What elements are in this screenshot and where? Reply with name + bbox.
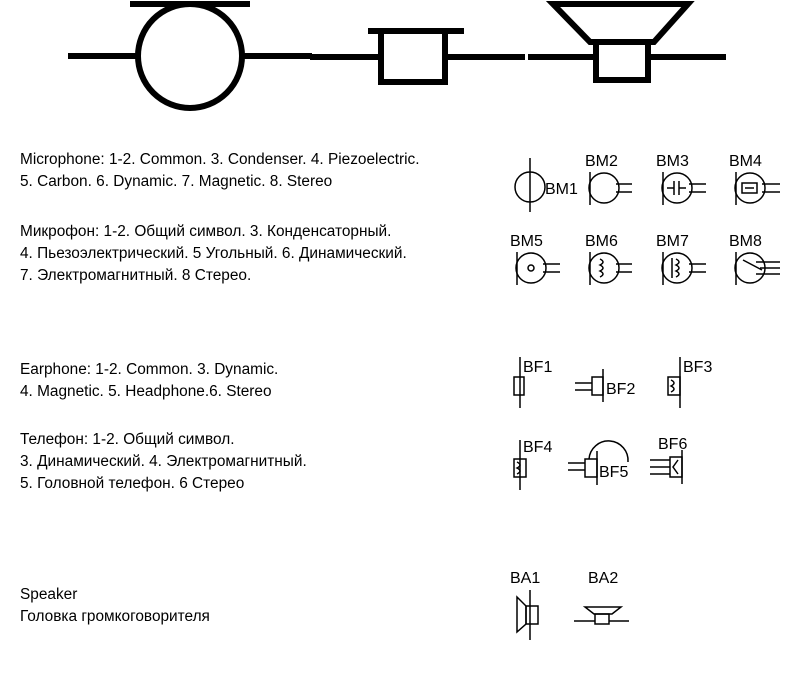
microphone-description-ru: [20, 221, 407, 287]
header-speaker-symbol: [528, 4, 726, 80]
designator-bf5: BF5: [599, 464, 629, 481]
text-line: Earphone: 1-2. Common. 3. Dynamic.: [20, 361, 279, 378]
designator-bm2: BM2: [585, 153, 618, 170]
earphone-description-en: [20, 359, 278, 403]
designator-bm4: BM4: [729, 153, 762, 170]
designator-bm3: BM3: [656, 153, 689, 170]
symbol-bf6: [650, 450, 682, 484]
text-line: 4. Magnetic. 5. Headphone.6. Stereo: [20, 383, 272, 400]
earphone-description-ru: [20, 429, 307, 495]
text-line: 3. Динамический. 4. Электромагнитный.: [20, 453, 307, 470]
symbol-bm1: [515, 158, 545, 212]
designator-ba1: BA1: [510, 570, 541, 587]
designator-bm6: BM6: [585, 233, 618, 250]
designator-bm7: BM7: [656, 233, 689, 250]
designator-bf4: BF4: [523, 439, 553, 456]
designator-ba2: BA2: [588, 570, 619, 587]
text-line: 4. Пьезоэлектрический. 5 Угольный. 6. Динамический.: [20, 245, 407, 262]
text-line: 5. Головной телефон. 6 Стерео: [20, 475, 245, 492]
symbol-bm6: [589, 252, 632, 285]
designator-bm8: BM8: [729, 233, 762, 250]
designator-bm1: BM1: [545, 181, 578, 198]
symbol-ba1: [517, 590, 538, 640]
speaker-description: [20, 584, 210, 628]
symbol-bm4: [735, 172, 780, 205]
symbol-bf3: [668, 357, 680, 408]
symbol-ba2: [574, 607, 629, 624]
text-line: 5. Carbon. 6. Dynamic. 7. Magnetic. 8. Stereo: [20, 173, 333, 190]
designator-bf3: BF3: [683, 359, 713, 376]
symbol-bm5: [516, 252, 560, 285]
symbol-bm3: [662, 172, 706, 205]
text-line: Speaker: [20, 586, 78, 603]
header-earphone-symbol: [310, 31, 525, 82]
symbol-bm2: [589, 172, 632, 205]
microphone-description-en: [20, 149, 420, 193]
designator-bm5: BM5: [510, 233, 543, 250]
symbol-bm7: [662, 252, 706, 285]
text-line: 7. Электромагнитный. 8 Стерео.: [20, 267, 252, 284]
header-microphone-symbol: [68, 4, 312, 108]
designator-bf6: BF6: [658, 436, 688, 453]
symbol-bf2: [575, 369, 603, 402]
symbol-bm8: [735, 252, 780, 285]
text-line: Микрофон: 1-2. Общий символ. 3. Конденсаторный.: [20, 223, 392, 240]
designator-bf1: BF1: [523, 359, 553, 376]
text-line: Головка громкоговорителя: [20, 608, 210, 625]
designator-bf2: BF2: [606, 381, 636, 398]
text-line: Телефон: 1-2. Общий символ.: [20, 431, 235, 448]
text-line: Microphone: 1-2. Common. 3. Condenser. 4. Piezoelectric.: [20, 151, 420, 168]
